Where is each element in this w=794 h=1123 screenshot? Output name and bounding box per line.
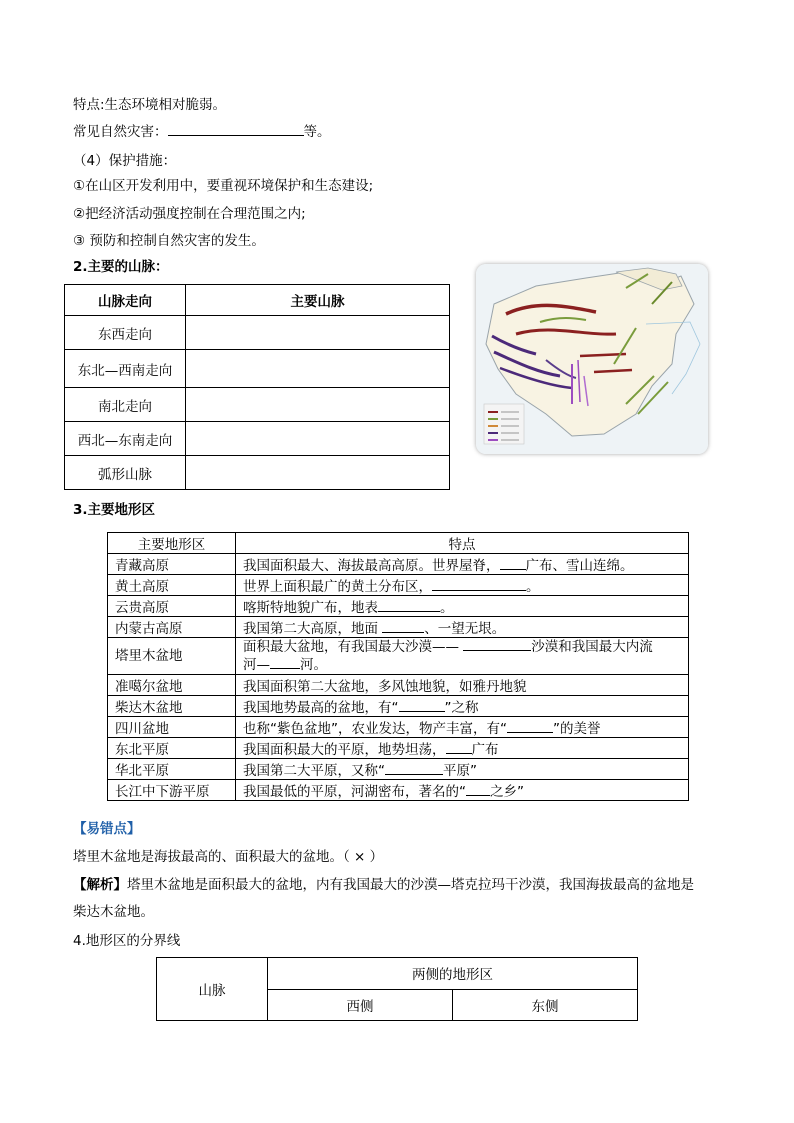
- disaster-prefix: 常见自然灾害：: [73, 124, 168, 140]
- row-label: 弧形山脉: [65, 456, 186, 490]
- answer-blank[interactable]: [446, 741, 472, 754]
- china-mountain-map: [476, 264, 708, 454]
- analysis-text: 塔里木盆地是面积最大的盆地，内有我国最大的沙漠—塔克拉玛干沙漠，我国海拔最高的盆地是: [127, 877, 694, 893]
- landform-table: [107, 532, 689, 801]
- region-feature: 我国第二大高原，地面 、一望无垠。: [236, 617, 689, 638]
- header-mountains: 主要山脉: [186, 285, 450, 316]
- region-name: 黄土高原: [108, 575, 236, 596]
- row-label: 东西走向: [65, 316, 186, 350]
- answer-blank[interactable]: [507, 720, 553, 733]
- row-label: 南北走向: [65, 388, 186, 422]
- measure-3: ③ 预防和控制自然灾害的发生。: [73, 233, 265, 249]
- answer-blank[interactable]: [432, 578, 526, 591]
- region-name: 东北平原: [108, 738, 236, 759]
- section3-title: 3.主要地形区: [73, 502, 156, 518]
- region-feature: 我国面积最大、海拔最高高原。世界屋脊， 广布、雪山连绵。: [236, 554, 689, 575]
- header-region: 主要地形区: [108, 533, 236, 554]
- mistake-statement: 塔里木盆地是海拔最高的、面积最大的盆地。（ × ）: [73, 849, 384, 865]
- region-feature: 我国面积第二大盆地，多风蚀地貌，如雅丹地貌: [236, 675, 689, 696]
- header-sides: 两侧的地形区: [268, 958, 638, 990]
- header-mountain: 山脉: [157, 958, 268, 1021]
- region-feature: 我国面积最大的平原，地势坦荡， 广布: [236, 738, 689, 759]
- analysis-line-1: [73, 876, 694, 894]
- region-feature: 面积最大盆地，有我国最大沙漠—— 沙漠和我国最大内流 河— 河。: [236, 638, 689, 675]
- analysis-label: 【解析】: [73, 877, 127, 893]
- answer-blank[interactable]: [270, 656, 300, 669]
- answer-blank[interactable]: [466, 783, 490, 796]
- header-west: 西侧: [268, 989, 453, 1021]
- disaster-blank[interactable]: [168, 122, 304, 136]
- map-icon: [476, 264, 708, 454]
- region-name: 华北平原: [108, 759, 236, 780]
- header-east: 东侧: [453, 989, 638, 1021]
- answer-cell[interactable]: [186, 388, 450, 422]
- region-name: 长江中下游平原: [108, 780, 236, 801]
- disaster-line: [73, 122, 331, 141]
- region-feature: 也称“紫色盆地”，农业发达，物产丰富，有“ ”的美誉: [236, 717, 689, 738]
- answer-blank[interactable]: [500, 557, 526, 570]
- region-name: 柴达木盆地: [108, 696, 236, 717]
- region-feature: 我国地势最高的盆地，有“ ”之称: [236, 696, 689, 717]
- measure-2: ②把经济活动强度控制在合理范围之内;: [73, 206, 306, 222]
- answer-blank[interactable]: [399, 699, 445, 712]
- header-direction: 山脉走向: [65, 285, 186, 316]
- measure-1: ①在山区开发利用中，要重视环境保护和生态建设;: [73, 178, 374, 194]
- answer-cell[interactable]: [186, 350, 450, 388]
- answer-blank[interactable]: [385, 762, 443, 775]
- region-name: 云贵高原: [108, 596, 236, 617]
- answer-blank[interactable]: [463, 638, 531, 651]
- mistake-label: 【易错点】: [73, 821, 141, 837]
- section4-title: 4.地形区的分界线: [73, 933, 181, 949]
- region-feature: 世界上面积最广的黄土分布区， 。: [236, 575, 689, 596]
- answer-cell[interactable]: [186, 422, 450, 456]
- row-label: 东北—西南走向: [65, 350, 186, 388]
- measures-title: （4）保护措施：: [73, 153, 177, 169]
- analysis-line-2: 柴达木盆地。: [73, 904, 154, 920]
- answer-blank[interactable]: [382, 620, 424, 633]
- disaster-suffix: 等。: [303, 124, 331, 140]
- region-name: 塔里木盆地: [108, 638, 236, 675]
- mountain-table: [64, 284, 450, 490]
- answer-blank[interactable]: [378, 599, 440, 612]
- feature-text: 特点:生态环境相对脆弱。: [73, 97, 227, 113]
- header-feature: 特点: [236, 533, 689, 554]
- region-feature: 喀斯特地貌广布，地表 。: [236, 596, 689, 617]
- answer-cell[interactable]: [186, 456, 450, 490]
- row-label: 西北—东南走向: [65, 422, 186, 456]
- region-name: 四川盆地: [108, 717, 236, 738]
- region-name: 内蒙古高原: [108, 617, 236, 638]
- region-name: 青藏高原: [108, 554, 236, 575]
- region-feature: 我国最低的平原，河湖密布，著名的“ 之乡”: [236, 780, 689, 801]
- answer-cell[interactable]: [186, 316, 450, 350]
- section2-title: 2.主要的山脉：: [73, 259, 169, 275]
- region-feature: 我国第二大平原，又称“ 平原”: [236, 759, 689, 780]
- region-name: 准噶尔盆地: [108, 675, 236, 696]
- boundary-table: [156, 957, 638, 1021]
